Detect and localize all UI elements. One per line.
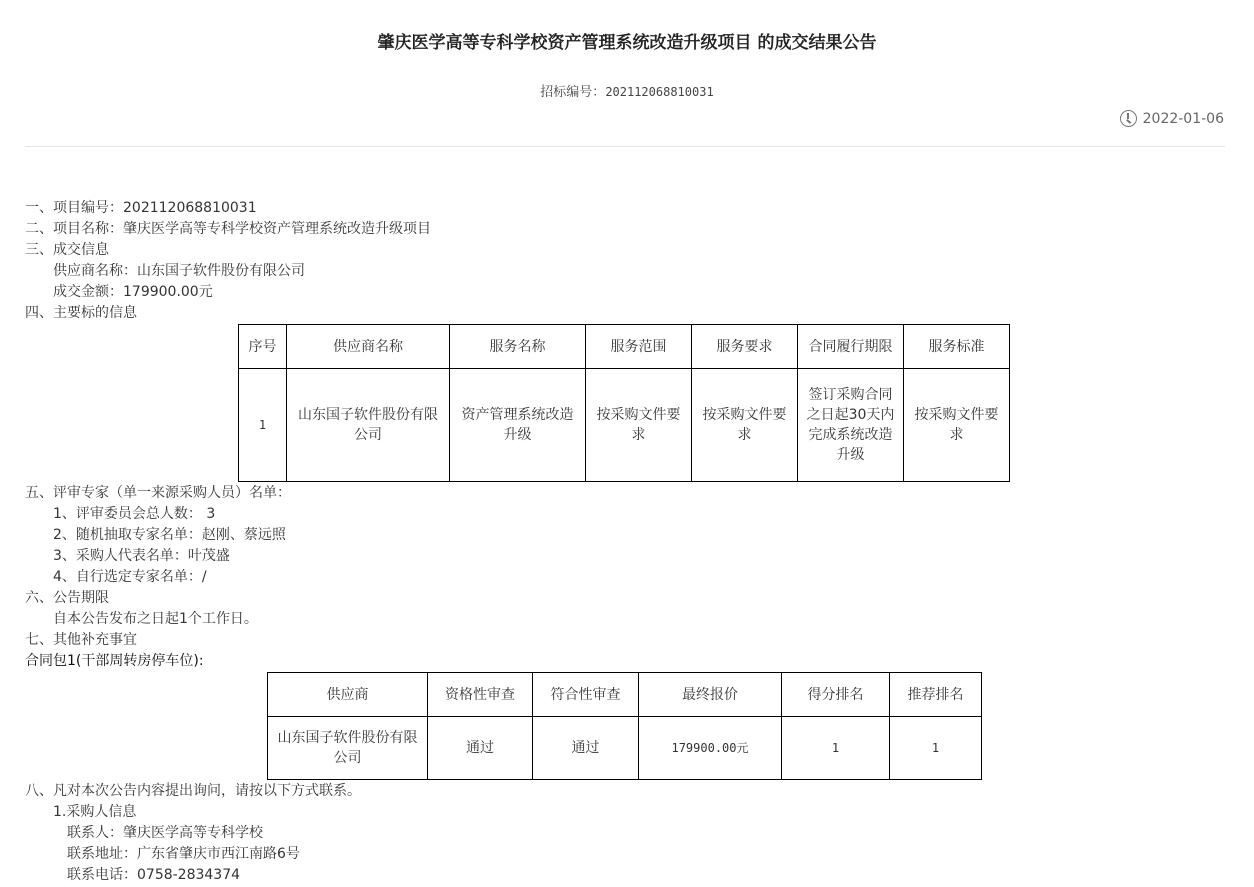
table-header-cell: 符合性审查 [533, 673, 639, 717]
table-cell-requirement: 按采购文件要求 [692, 369, 798, 482]
header-divider [25, 146, 1225, 147]
table-header-row [268, 673, 982, 717]
bid-number-value: 202112068810031 [605, 85, 714, 99]
table-cell-no: 1 [239, 369, 287, 482]
table-header-cell: 序号 [239, 325, 287, 369]
deal-supplier: 供应商名称：山东国子软件股份有限公司 [53, 263, 305, 279]
table-header-cell: 服务范围 [586, 325, 692, 369]
table-header-cell: 服务要求 [692, 325, 798, 369]
table-header-cell: 供应商 [268, 673, 428, 717]
purchaser-address: 联系地址：广东省肇庆市西江南路6号 [67, 846, 300, 862]
table-cell-service-name: 资产管理系统改造升级 [450, 369, 586, 482]
section-contact: 八、凡对本次公告内容提出询问，请按以下方式联系。 [25, 783, 361, 799]
contract-package: 合同包1(干部周转房停车位): [25, 653, 204, 669]
main-items-table [238, 324, 1010, 482]
purchaser-info: 1.采购人信息 [53, 804, 137, 820]
table-header-cell: 最终报价 [639, 673, 782, 717]
experts-random: 2、随机抽取专家名单：赵刚、蔡远照 [53, 527, 286, 543]
table-cell-scope: 按采购文件要求 [586, 369, 692, 482]
table-header-cell: 得分排名 [782, 673, 890, 717]
publish-date [1120, 110, 1224, 127]
notice-period-text: 自本公告发布之日起1个工作日。 [53, 611, 258, 627]
table-cell-conformity: 通过 [533, 717, 639, 780]
table-header-cell: 推荐排名 [890, 673, 982, 717]
table-cell-recommend-rank: 1 [890, 717, 982, 780]
clock-icon [1120, 110, 1137, 127]
purchaser-phone: 联系电话：0758-2834374 [67, 867, 241, 883]
table-row [268, 717, 982, 780]
publish-date-value: 2022-01-06 [1142, 110, 1224, 127]
section-experts: 五、评审专家（单一来源采购人员）名单： [25, 485, 291, 501]
experts-purchaser-rep: 3、采购人代表名单：叶茂盛 [53, 548, 230, 564]
bid-number [0, 81, 1254, 100]
section-deal-info: 三、成交信息 [25, 242, 109, 258]
deal-amount: 成交金额：179900.00元 [53, 284, 213, 300]
purchaser-contact: 联系人：肇庆医学高等专科学校 [67, 825, 263, 841]
table-header-cell: 资格性审查 [428, 673, 533, 717]
table-header-cell: 服务名称 [450, 325, 586, 369]
section-notice-period: 六、公告期限 [25, 590, 109, 606]
bid-number-label: 招标编号： [540, 85, 606, 100]
table-row [239, 369, 1010, 482]
table-cell-supplier: 山东国子软件股份有限公司 [287, 369, 450, 482]
table-cell-term: 签订采购合同之日起30天内完成系统改造升级 [798, 369, 904, 482]
section-project-number: 一、项目编号：202112068810031 [25, 200, 257, 216]
table-cell-score-rank: 1 [782, 717, 890, 780]
table-cell-qualification: 通过 [428, 717, 533, 780]
table-header-cell: 供应商名称 [287, 325, 450, 369]
table-cell-price: 179900.00元 [639, 717, 782, 780]
table-header-cell: 合同履行期限 [798, 325, 904, 369]
table-cell-supplier: 山东国子软件股份有限公司 [268, 717, 428, 780]
page-title: 肇庆医学高等专科学校资产管理系统改造升级项目 的成交结果公告 [377, 33, 877, 53]
experts-selected: 4、自行选定专家名单：/ [53, 569, 207, 585]
table-header-row [239, 325, 1010, 369]
table-cell-standard: 按采购文件要求 [904, 369, 1010, 482]
section-other-matters: 七、其他补充事宜 [25, 632, 137, 648]
table-header-cell: 服务标准 [904, 325, 1010, 369]
section-main-items: 四、主要标的信息 [25, 305, 137, 321]
package-result-table [267, 672, 982, 780]
section-project-name: 二、项目名称：肇庆医学高等专科学校资产管理系统改造升级项目 [25, 221, 431, 237]
experts-total: 1、评审委员会总人数： 3 [53, 506, 216, 522]
